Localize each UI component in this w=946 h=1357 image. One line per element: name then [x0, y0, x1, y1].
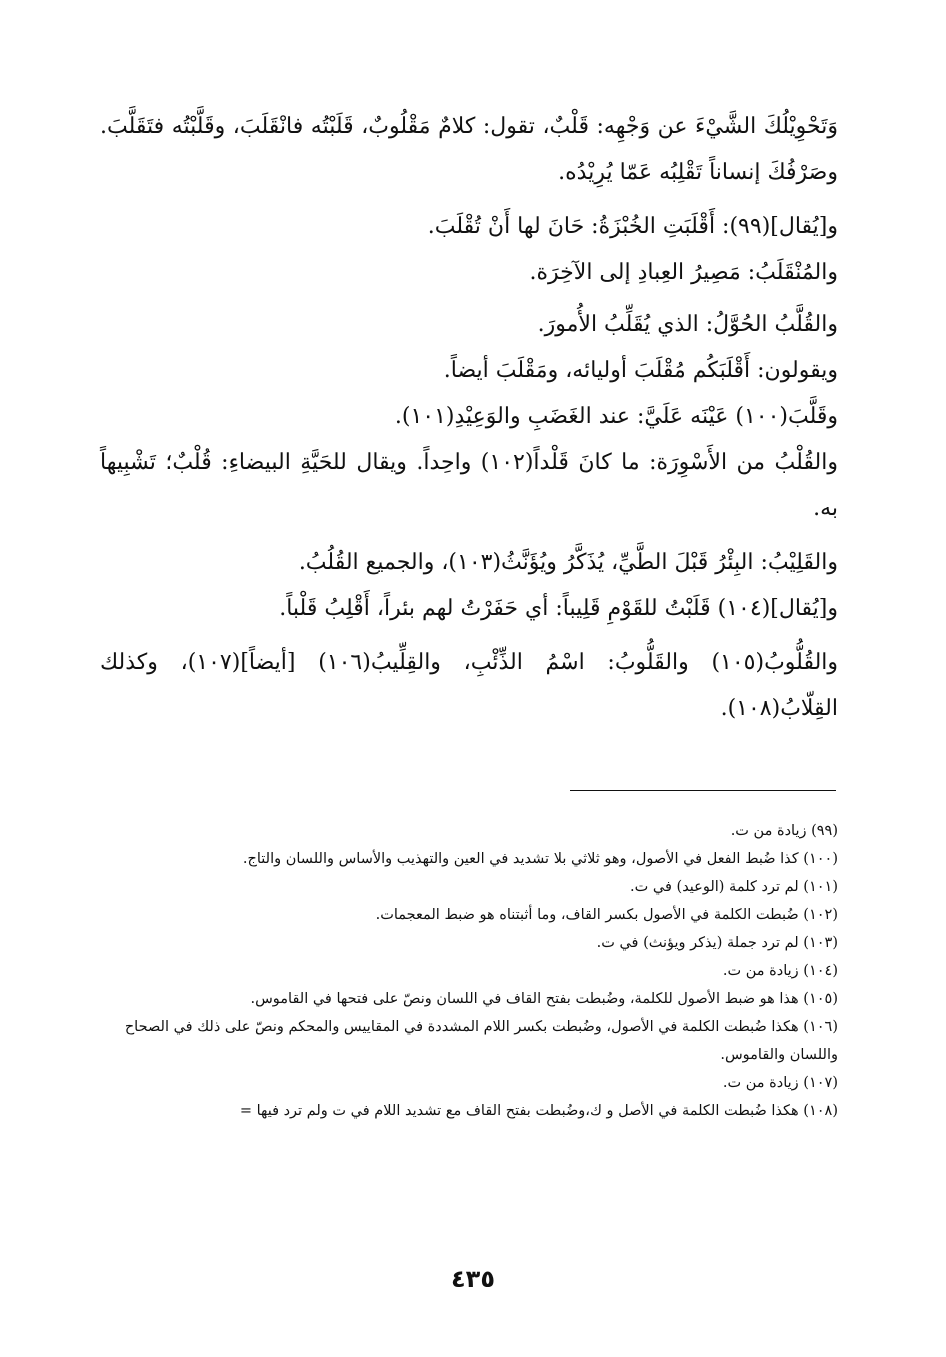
paragraph: والقُلَّبُ الحُوَّلُ: الذي يُقَلِّبُ الأُمورَ. [537, 312, 838, 337]
footnote: (١٠٨) هكذا ضُبطت الكلمة في الأصل و ك،وضُبطت بفتح القاف مع تشديد اللام في ت ولم ترد فيها = [239, 1103, 838, 1119]
paragraph: و[يُقال](٩٩): أَقْلَبَتِ الخُبْزَةُ: حَانَ لها أَنْ تُقْلَبَ. [427, 214, 838, 239]
paragraph: والمُنْقَلَبُ: مَصِيرُ العِبادِ إلى الآخِرَة. [529, 260, 838, 285]
footnote: (١٠٥) هذا هو ضبط الأصول للكلمة، وضُبطت بفتح القاف في اللسان ونصّ على فتحها في القاموس. [250, 991, 838, 1007]
paragraph: و[يُقال](١٠٤) قَلَبْتُ للقَوْمِ قَلِيباً: أي حَفَرْتُ لهم بئراً، أَقْلِبُ قَلْباً. [279, 596, 838, 621]
paragraph: والقُلُّوبُ(١٠٥) والقَلُّوبُ: اسْمُ الذِّئْبِ، والقِلِّيبُ(١٠٦) [أيضاً](١٠٧)، وكذلك القِلّابُ(١٠٨). [100, 650, 839, 721]
footnote: (١٠٢) ضُبطت الكلمة في الأصول بكسر القاف، وما أثبتناه هو ضبط المعجمات. [375, 907, 838, 923]
main-text [100, 104, 838, 732]
page-number: ٤٣٥ [451, 1265, 495, 1293]
footnotes [100, 817, 838, 1125]
footnote-separator [570, 790, 836, 791]
footnote: (٩٩) زيادة من ت. [730, 823, 838, 839]
footnote: (١٠٧) زيادة من ت. [722, 1075, 838, 1091]
paragraph: والقَلِيْبُ: البِئْرُ قَبْلَ الطَّيِّ، يُذَكَّرُ ويُؤَنَّثُ(١٠٣)، والجميع القُلُبُ. [298, 550, 838, 575]
footnote: (١٠٦) هكذا ضُبطت الكلمة في الأصول، وضُبطت بكسر اللام المشددة في المقاييس والمحكم ونصّ على ذلك في الصحاح واللسان والقاموس. [124, 1019, 838, 1063]
footnote: (١٠٤) زيادة من ت. [722, 963, 838, 979]
paragraph: ويقولون: أَقْلَبَكُم مُقْلَبَ أوليائه، ومَقْلَبَ أيضاً. [443, 358, 838, 383]
paragraph: وقَلَّبَ(١٠٠) عَيْنَه عَلَيَّ: عند الغَضَبِ والوَعِيْدِ(١٠١). [394, 404, 838, 429]
paragraph: والقُلْبُ من الأَسْوِرَة: ما كانَ قَلْداً(١٠٢) واحِداً. ويقال للحَيَّةِ البيضاءِ: قُلْبٌ؛ تَشْبِيهاً به. [100, 450, 838, 521]
paragraph: وَتَحْوِيْلُكَ الشَّيْءَ عن وَجْهِه: قَلْبٌ، تقول: كلامٌ مَقْلُوبٌ، قَلَبْتُه فانْقَلَبَ، وقَلَّبْتُه فتَقَلَّبَ. وصَرْفُكَ إنساناً تَقْلِبُه عَمّا يُرِيْدُه. [100, 114, 838, 185]
footnote: (١٠٣) لم ترد جملة (يذكر ويؤنث) في ت. [596, 935, 838, 951]
footnote: (١٠٠) كذا ضُبط الفعل في الأصول، وهو ثلاثي بلا تشديد في العين والتهذيب والأساس واللسان والتاج. [242, 851, 838, 867]
footnote: (١٠١) لم ترد كلمة (الوعيد) في ت. [630, 879, 838, 895]
